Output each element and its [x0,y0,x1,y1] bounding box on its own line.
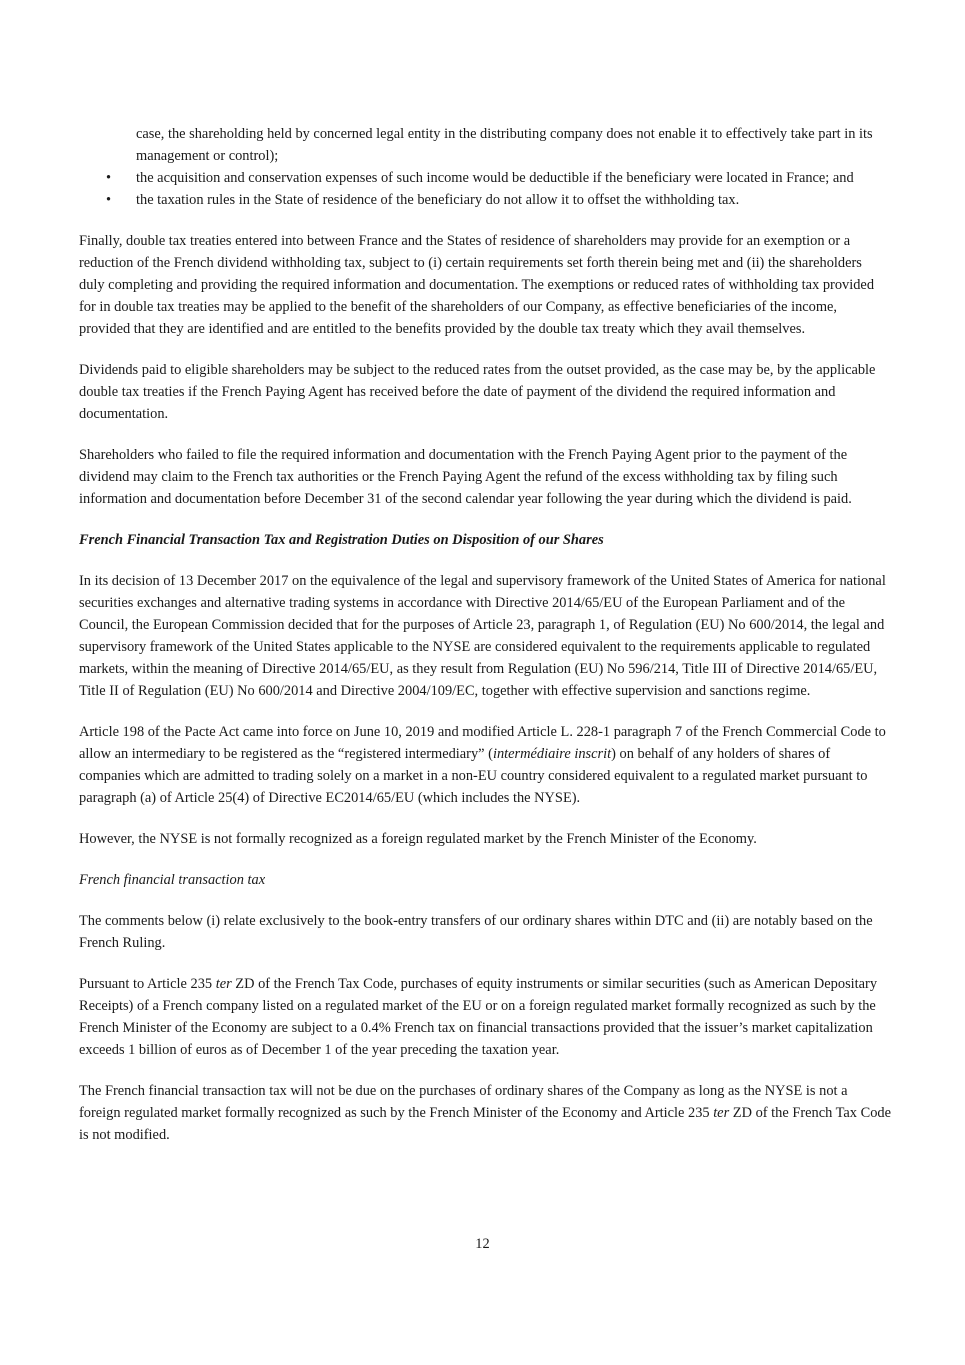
text-run: ZD of the French Tax Code is not modified. [79,1105,891,1143]
bullet-text: the taxation rules in the State of residence of the beneficiary do not allow it to offset the withholding tax. [136,192,740,208]
text-run: ) on behalf of any holders of shares of companies which are admitted to trading solely on a market in a non-EU country considered equivalent to a regulated market pursuant to paragraph (a) of Article 25(4) of Directive EC2014/65/EU (which includes the NYSE). [79,746,868,806]
bullet-icon: • [106,170,112,186]
text-run: Pursuant to Article 235 [79,976,216,992]
page-number: 12 [475,1236,490,1252]
text-run: The French financial transaction tax will not be due on the purchases of ordinary shares of the Company as long as the NYSE is not a foreign regulated market formally recognized as such by the French Minister of the Economy and Article 235 [79,1083,848,1121]
list-item [79,189,891,211]
paragraph-comments: The comments below (i) relate exclusively to the book-entry transfers of our ordinary shares within DTC and (ii) are notably based on the French Ruling. [79,913,873,951]
paragraph-equivalence-decision: In its decision of 13 December 2017 on the equivalence of the legal and supervisory framework of the United States of America for national securities exchanges and alternative trading systems in accordance with Directive 2014/65/EU of the European Parliament and of the Council, the European Commission decided that for the purposes of Article 23, paragraph 1, of Regulation (EU) No 600/2014, the legal and supervisory framework of the United States applicable to the NYSE are considered equivalent to the requirements applicable to regulated markets, within the meaning of Directive 2014/65/EU, as they result from Regulation (EU) No 596/214, Title III of Directive 2014/65/EU, Title II of Regulation (EU) No 600/2014 and Directive 2004/109/EC, together with effective supervision and sanctions regime. [79,573,886,699]
text-run: Article 198 of the Pacte Act came into force on June 10, 2019 and modified Article L. 228-1 paragraph 7 of the French Commercial Code to allow an intermediary to be registered as the “registered intermediary” ( [79,724,886,762]
italic-term: ter [713,1105,730,1121]
bullet-text: the acquisition and conservation expenses of such income would be deductible if the beneficiary were located in France; and [136,170,854,186]
bullet-list [79,167,891,211]
bullet-icon: • [106,192,112,208]
paragraph-article-235 [79,973,891,1061]
list-item [79,167,891,189]
text-run: ZD of the French Tax Code, purchases of equity instruments or similar securities (such as American Depositary Receipts) of a French company listed on a regulated market of the EU or on a foreign regulated market formally recognized as such by the French Minister of the Economy are subject to a 0.4% French tax on financial transactions provided that the issuer’s market capitalization exceeds 1 billion of euros as of December 1 of the year preceding the taxation year. [79,976,878,1058]
paragraph-refund: Shareholders who failed to file the required information and documentation with the French Paying Agent prior to the payment of the dividend may claim to the French tax authorities or the French Paying Agent the refund of the excess withholding tax by filing such information and documentation before December 31 of the second calendar year following the year during which the dividend is paid. [79,447,852,507]
paragraph-pacte-act [79,721,891,809]
italic-term: ter [215,976,232,992]
section-heading: French Financial Transaction Tax and Registration Duties on Disposition of our Shares [79,532,604,548]
subsection-heading: French financial transaction tax [79,872,266,888]
paragraph-double-tax-treaties: Finally, double tax treaties entered into between France and the States of residence of shareholders may provide for an exemption or a reduction of the French dividend withholding tax, subject to (i) certain requirements set forth therein being met and (ii) the shareholders duly completing and providing the required information and documentation. The exemptions or reduced rates of withholding tax provided for in double tax treaties may be applied to the benefit of the shareholders of our Company, as effective beneficiaries of the income, provided that they are identified and are entitled to the benefits provided by the double tax treaty which they avail themselves. [79,233,875,337]
paragraph-reduced-rates: Dividends paid to eligible shareholders may be subject to the reduced rates from the outset provided, as the case may be, by the applicable double tax treaties if the French Paying Agent has received before the date of payment of the dividend the required information and documentation. [79,362,876,422]
continued-bullet-text: case, the shareholding held by concerned legal entity in the distributing company does not enable it to effectively take part in its management or control); [136,126,873,164]
italic-term: intermédiaire inscrit [492,746,612,762]
page-content [79,123,891,1165]
paragraph-nyse-recognition: However, the NYSE is not formally recognized as a foreign regulated market by the French Minister of the Economy. [79,831,757,847]
paragraph-tax-not-due [79,1080,891,1146]
